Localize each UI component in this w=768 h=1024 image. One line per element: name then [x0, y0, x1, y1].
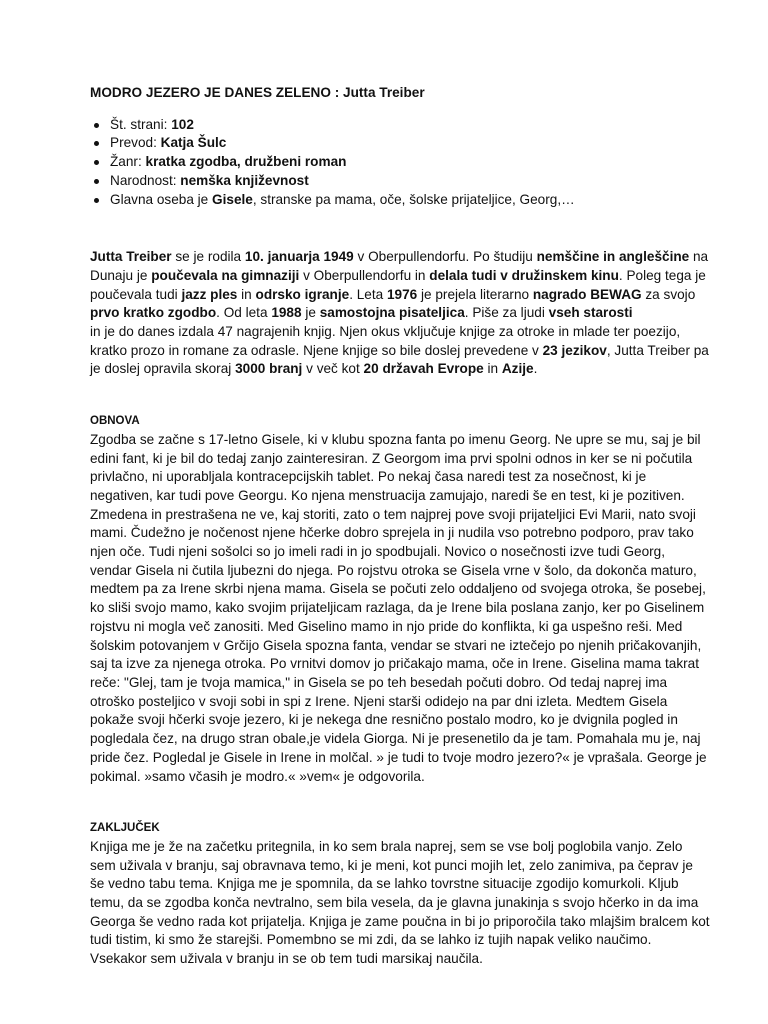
bio-text-run: in [483, 361, 502, 377]
bio-text-run: . Leta [349, 286, 387, 302]
bio-text-run: poučevala na gimnaziji [151, 267, 300, 283]
info-value: 102 [171, 116, 194, 132]
bio-text-run: Azije [501, 361, 534, 377]
bio-text-run: se je rodila [171, 249, 245, 265]
bio-text-run: . Poleg tega je poučevala tudi [90, 267, 706, 302]
info-item-nationality [90, 172, 710, 191]
obnova-heading: OBNOVA [90, 415, 140, 428]
document-content [90, 84, 710, 969]
bio-text-run: 20 državah Evrope [363, 361, 484, 377]
bio-text-run: v več kot [302, 361, 364, 377]
zakljucek-paragraph: Knjiga me je že na začetku pritegnila, in ko sem brala naprej, sem se vse bolj poglobila vanjo. Zelo sem uživala v branju, saj obravnava temo, ki je meni, kot punci mojih let, zelo zanimiva, pa čeprav je še vedno tabu tema. Knjiga me je spomnila, da se lahko tovrstne situacije zgodijo komurkoli. Kljub temu, da se zgodba konča nevtralno, sem bila vesela, da je glavna junakinja s svojo hčerko in da ima Georga še vedno rada kot prijatelja. Knjiga je zame poučna in bi jo priporočila tako mlajšim bralcem kot tudi tistim, ki smo že starejši. Pomembno se mi zdi, da se lahko iz tujih napak veliko naučimo. Vsekakor sem uživala v branju in se ob tem tudi marsikaj naučila. [90, 838, 710, 967]
bio-text-run: 10. januarja 1949 [244, 249, 354, 265]
zakljucek-heading: ZAKLJUČEK [90, 822, 160, 835]
obnova-paragraph: Zgodba se začne s 17-letno Gisele, ki v klubu spozna fanta po imenu Georg. Ne upre se mu, saj je bil edini fant, ki je bil do tedaj zanjo zainteresiran. Z Georgom ima prvi spolni odnos in ker se ni počutila privlačno, ni uporabljala kontracepcijskih tablet. Po nekaj časa naredi test za nosečnost, ki je negativen, kar tudi pove Georgu. Ko njena menstruacija zamujajo, naredi še en test, ki je pozitiven. Zmedena in prestrašena ne ve, kaj storiti, zato o tem najprej pove svoji prijateljici Evi Marii, nato svoji mami. Čudežno je nočenost njene hčerke dobro sprejela in ji nudila vso potrebno podporo, prav tako njen oče. Tudi njeni sošolci so jo imeli radi in jo spodbujali. Novico o nosečnosti izve tudi Georg, vendar Gisela ni čutila ljubezni do njega. Po rojstvu otroka se Gisela vrne v šolo, da dokonča maturo, medtem pa za Irene skrbi njena mama. Gisela se počuti zelo oddaljeno od svojega otroka, še posebej, ko sliši svojo mamo, kako svojim prijateljicam razlaga, da je Irene bila poslana zanjo, ker po Giselinem rojstvu ni mogla več zanositi. Med Giselino mamo in njo pride do konflikta, ki ga uspešno reši. Med šolskim potovanjem v Grčijo Gisela spozna fanta, vendar se stvari ne iztečejo po njenih pričakovanjih, saj ta izve za njenega otroka. Po vrnitvi domov jo pričakajo mama, oče in Irene. Giselina mama takrat reče: "Glej, tam je tvoja mamica," in Gisela se po teh besedah počuti dobro. Od tedaj naprej ima otroško posteljico v svoji sobi in spi z Irene. Njeni starši odidejo na par dni izleta. Medtem Gisela pokaže svoji hčerki svoje jezero, ki je nekega dne resnično postalo modro, ko je dvignila pogled in pogledala čez, na drugo stran obale,je videla Giorga. Ni je presenetilo da je tam. Pomahala mu je, naj pride čez. Pogledal je Gisele in Irene in molčal. » je tudi to tvoje modro jezero?« je vprašala. George je pokimal. »samo včasih je modro.« »vem« je odgovorila. [90, 431, 707, 784]
bio-text-run: in [237, 286, 256, 302]
info-item-characters [90, 191, 710, 210]
bio-text-run: 1976 [386, 286, 418, 302]
bio-text-run: je [301, 305, 320, 321]
info-item-genre [90, 153, 710, 172]
bio-text-run: nemščine in angleščine [536, 249, 690, 265]
bio-text-run: delala tudi v družinskem kinu [429, 267, 619, 283]
bio-text-run: , Jutta Treiber pa je doslej opravila skoraj [90, 342, 709, 377]
book-info-list [90, 116, 710, 210]
info-label: Prevod: [110, 135, 161, 151]
info-value: Gisele [212, 191, 253, 207]
info-item-pages [90, 116, 710, 135]
bio-text-run: za svojo [641, 286, 696, 302]
info-label: Narodnost: [110, 172, 181, 188]
author-bio-paragraph [90, 248, 710, 379]
info-rest: , stranske pa mama, oče, šolske prijateljice, Georg,… [252, 191, 575, 207]
bio-text-run: 23 jezikov [542, 342, 607, 358]
bio-text-run: nagrado BEWAG [532, 286, 642, 302]
info-label: Žanr: [110, 154, 146, 170]
bio-text-run: odrsko igranje [255, 286, 350, 302]
info-label: Glavna oseba je [110, 191, 213, 207]
bio-text-run: . Od leta [216, 305, 272, 321]
document-title: MODRO JEZERO JE DANES ZELENO : Jutta Treiber [90, 85, 425, 100]
bio-text-run: 1988 [271, 305, 302, 321]
bio-text-run: . [533, 361, 538, 377]
bio-text-run: vseh starosti [548, 305, 633, 321]
bio-text-run: jazz ples [181, 286, 238, 302]
bio-text-run: Jutta Treiber [90, 249, 172, 265]
bio-text-run: samostojna pisateljica [319, 305, 465, 321]
bio-text-run: in je do danes izdala 47 nagrajenih knjig. Njen okus vključuje knjige za otroke in mlade ter poezijo, kratko prozo in romane za odrasle. Njene knjige so bile doslej prevedene v [90, 324, 681, 358]
info-value: Katja Šulc [160, 135, 227, 151]
info-item-translator [90, 134, 710, 153]
bio-text-run: 3000 branj [235, 361, 303, 377]
bio-text-run: na Dunaju je [90, 249, 709, 283]
info-label: Št. strani: [110, 116, 172, 132]
bio-text-run: v Oberpullendorfu in [299, 267, 430, 283]
bio-text-run: prvo kratko zgodbo [90, 305, 217, 321]
info-value: kratka zgodba, družbeni roman [145, 154, 347, 170]
bio-text-run: v Oberpullendorfu. Po študiju [353, 249, 537, 265]
bio-text-run: . Piše za ljudi [464, 305, 549, 321]
bio-text-run: je prejela literarno [417, 286, 533, 302]
info-value: nemška književnost [180, 172, 309, 188]
